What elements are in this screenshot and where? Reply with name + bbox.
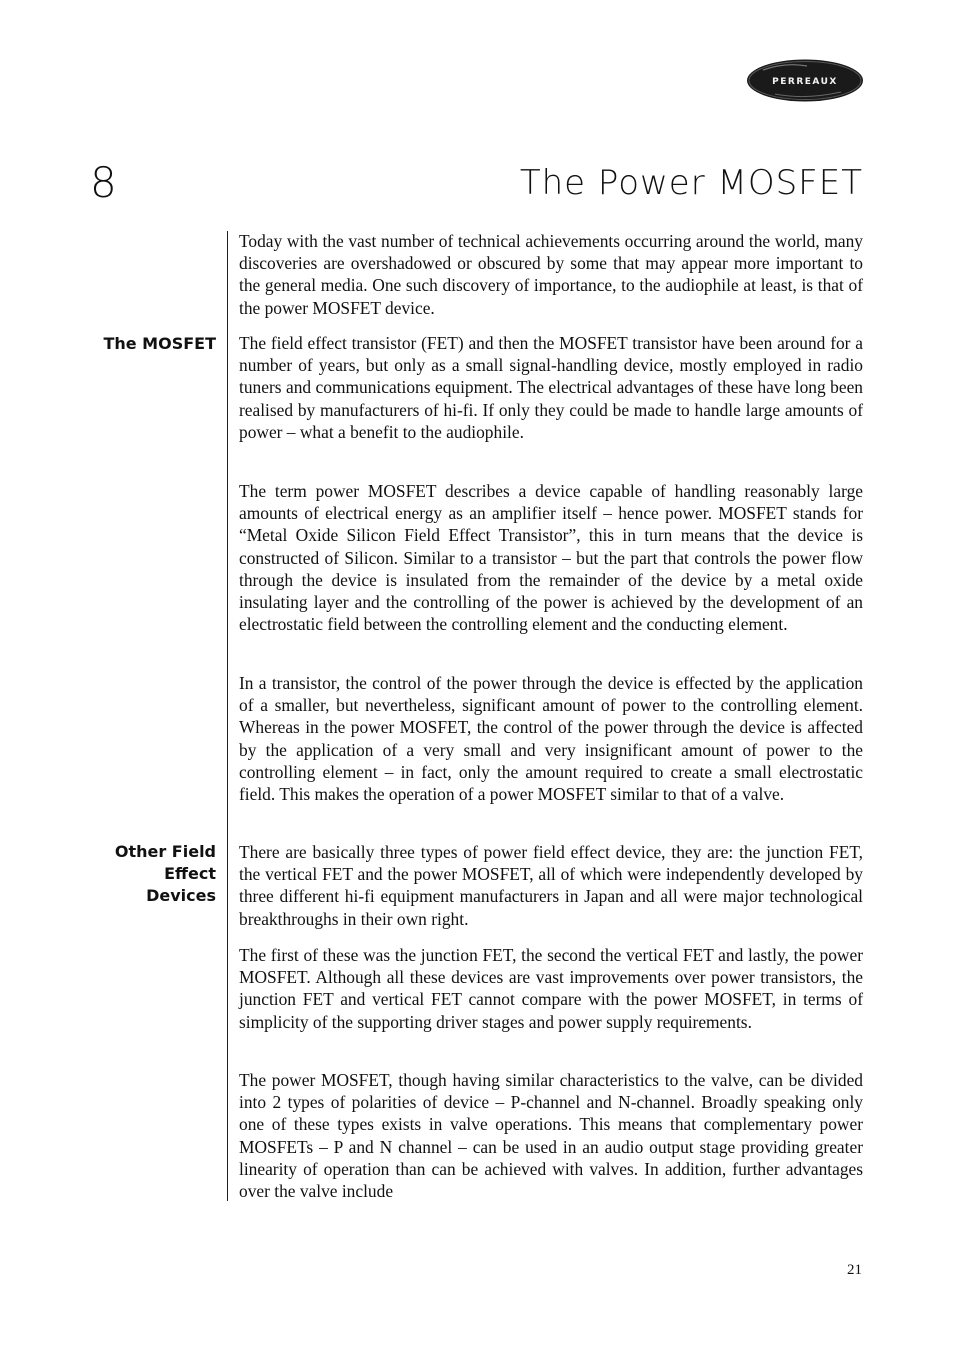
sidehead-line: The MOSFET <box>103 334 216 353</box>
paragraph-polarities: The power MOSFET, though having similar characteristics to the valve, can be divided into 2 types of polarities of device – P-channel and N-channel. Broadly speaking only one of these types exists in valve operations. This means that complementary power MOSFETs – P and N channel – can be used in an audio output stage providing greater linearity of operation than can be achieved with valves. In addition, further advantages over the valve include <box>239 1070 863 1202</box>
sidehead-other-field-effect-devices <box>66 841 216 907</box>
paragraph-transistor-comparison: In a transistor, the control of the power through the device is effected by the application of a smaller, but nevertheless, significant amount of power to the controlling element. Whereas in the power MOSFET, the control of the power through the device is affected by the application of a very small and very insignificant amount of power to the controlling element – in fact, only the amount required to create a small electrostatic field. This makes the operation of a power MOSFET similar to that of a valve. <box>239 673 863 805</box>
logo-wordmark: PERREAUX <box>772 77 838 87</box>
paragraph-junction-vertical: The first of these was the junction FET, the second the vertical FET and lastly, the power MOSFET. Although all these devices are vast improvements over power transistors, the junction FET and vertical FET cannot compare with the power MOSFET, in terms of simplicity of the supporting driver stages and power supply requirements. <box>239 945 863 1032</box>
paragraph-three-types: There are basically three types of power field effect device, they are: the junction FET, the vertical FET and the power MOSFET, all of which were independently developed by three different hi-fi equipment manufacturers in Japan and all were major technological breakthroughs in their own right. <box>239 842 863 929</box>
chapter-number: 8 <box>90 158 117 207</box>
sidehead-line: Devices <box>146 886 216 905</box>
paragraph-mosfet-definition: The term power MOSFET describes a device capable of handling reasonably large amounts of electrical energy as an amplifier itself – hence power. MOSFET stands for “Metal Oxide Silicon Field Effect Transistor”, this in turn means that the device is constructed of Silicon. Similar to a transistor – but the part that controls the power flow through the device is insulated from the remainder of the device by a metal oxide insulating layer and the controlling of the power is achieved by the development of an electrostatic field between the controlling element and the conducting element. <box>239 481 863 635</box>
margin-rule <box>227 231 228 1201</box>
paragraph-intro: Today with the vast number of technical achievements occurring around the world, many discoveries are overshadowed or obscured by some that may appear more important to the general media. One such discovery of importance, to the audiophile at least, is that of the power MOSFET device. <box>239 231 863 318</box>
chapter-title: The Power MOSFET <box>519 163 863 203</box>
perreaux-logo <box>745 58 865 103</box>
sidehead-line: Effect <box>164 864 216 883</box>
sidehead-line: Other Field <box>114 842 216 861</box>
paragraph-mosfet-history: The field effect transistor (FET) and then the MOSFET transistor have been around for a number of years, but only as a small signal-handling device, mostly employed in radio tuners and communications equipment. The electrical advantages of these have long been realised by manufacturers of hi-fi. If only they could be made to handle large amounts of power – what a benefit to the audiophile. <box>239 333 863 442</box>
page-number: 21 <box>847 1262 862 1278</box>
sidehead-the-mosfet <box>66 333 216 355</box>
